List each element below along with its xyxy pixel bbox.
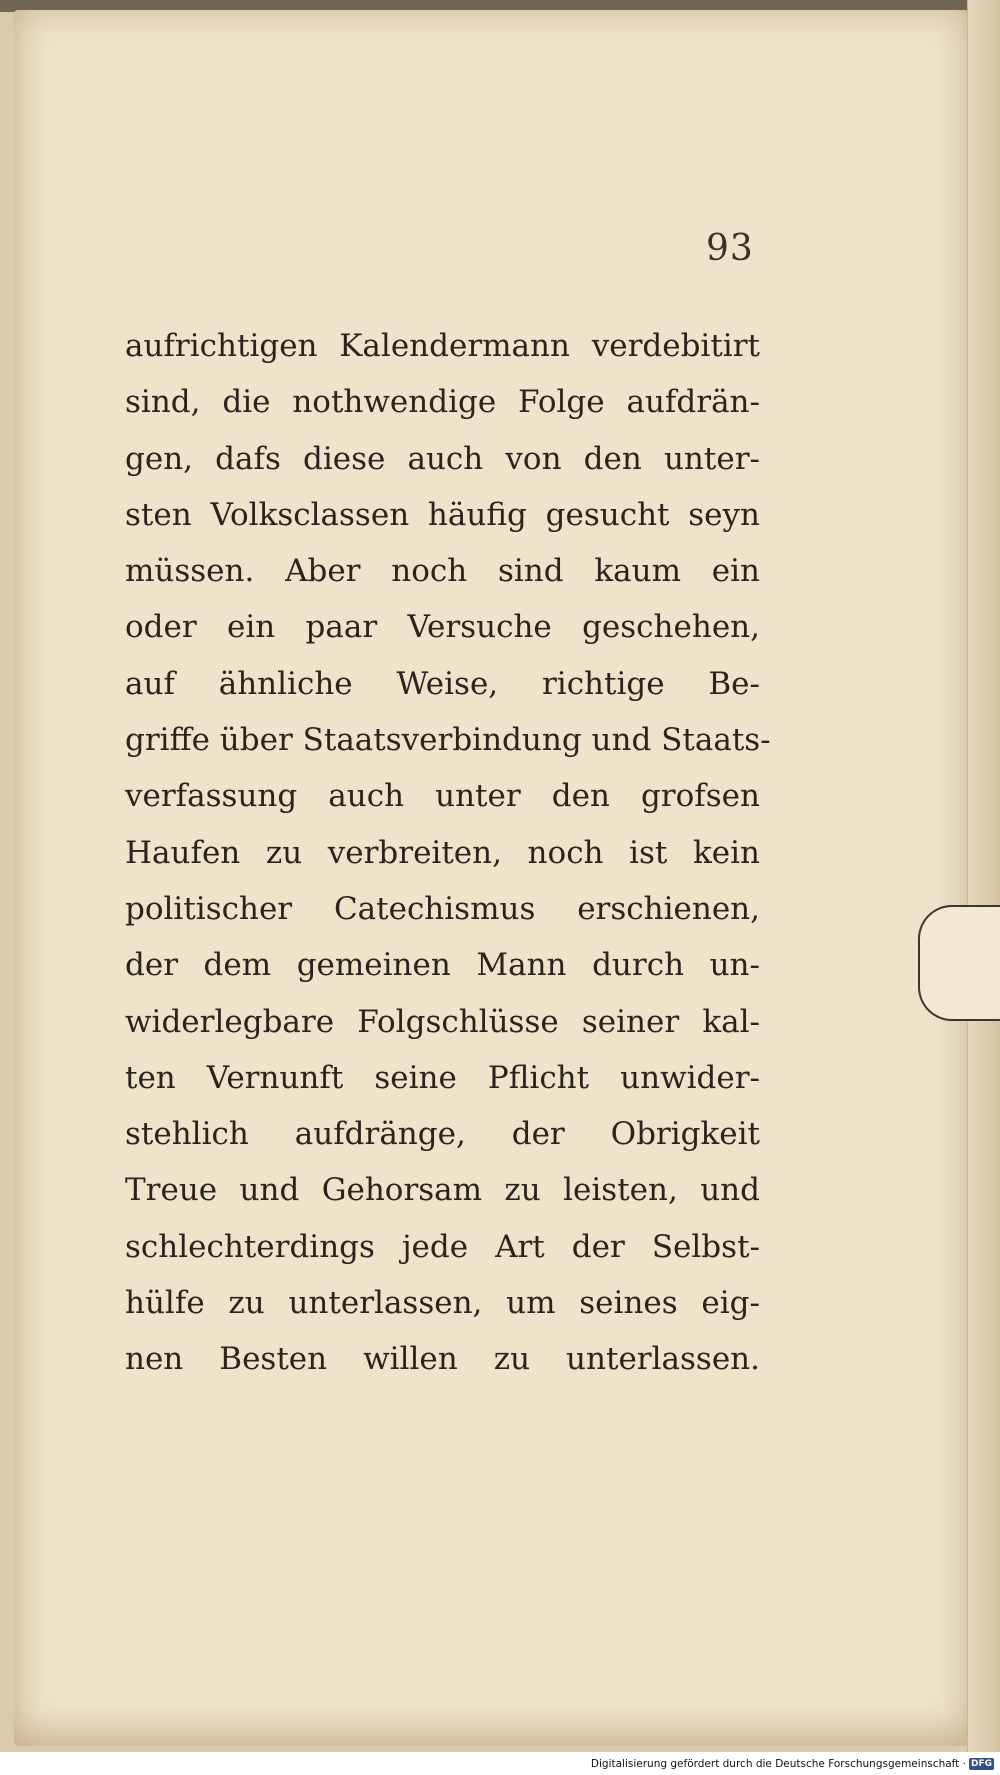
footer-credit-text: Digitalisierung gefördert durch die Deutsche Forschungsgemeinschaft · <box>590 1757 966 1770</box>
page-number: 93 <box>706 228 754 269</box>
text-line: widerlegbare Folgschlüsse seiner kal- <box>125 1003 760 1040</box>
text-line: sind, die nothwendige Folge aufdrän- <box>125 384 760 421</box>
text-line: griffe über Staatsverbindung und Staats- <box>125 722 771 759</box>
page-tab-marker <box>918 905 1000 1021</box>
text-line: Treue und Gehorsam zu leisten, und <box>125 1172 760 1209</box>
book-right-edge <box>967 0 1000 1752</box>
text-line: stehlich aufdränge, der Obrigkeit <box>125 1116 760 1153</box>
text-line: schlechterdings jede Art der Selbst- <box>125 1228 760 1265</box>
text-line: müssen. Aber noch sind kaum ein <box>125 553 760 590</box>
text-line: sten Volksclassen häufig gesucht seyn <box>125 496 760 533</box>
dfg-logo-icon: DFG <box>970 1758 992 1769</box>
text-line: auf ähnliche Weise, richtige Be- <box>125 665 760 702</box>
text-line: politischer Catechismus erschienen, <box>125 890 760 927</box>
text-line: aufrichtigen Kalendermann verdebitirt <box>125 328 760 364</box>
text-line: oder ein paar Versuche geschehen, <box>125 609 760 646</box>
body-text <box>125 318 771 1388</box>
text-line: ten Vernunft seine Pflicht unwider- <box>125 1059 760 1096</box>
text-line: Haufen zu verbreiten, noch ist kein <box>125 834 760 871</box>
text-line: verfassung auch unter den grofsen <box>125 778 760 815</box>
text-line: gen, dafs diese auch von den unter- <box>125 440 760 477</box>
text-line: nen Besten willen zu unterlassen. <box>125 1341 760 1378</box>
text-line: hülfe zu unterlassen, um seines eig- <box>125 1285 760 1322</box>
text-line: der dem gemeinen Mann durch un- <box>125 947 760 984</box>
footer-credit-bar <box>0 1752 1000 1775</box>
